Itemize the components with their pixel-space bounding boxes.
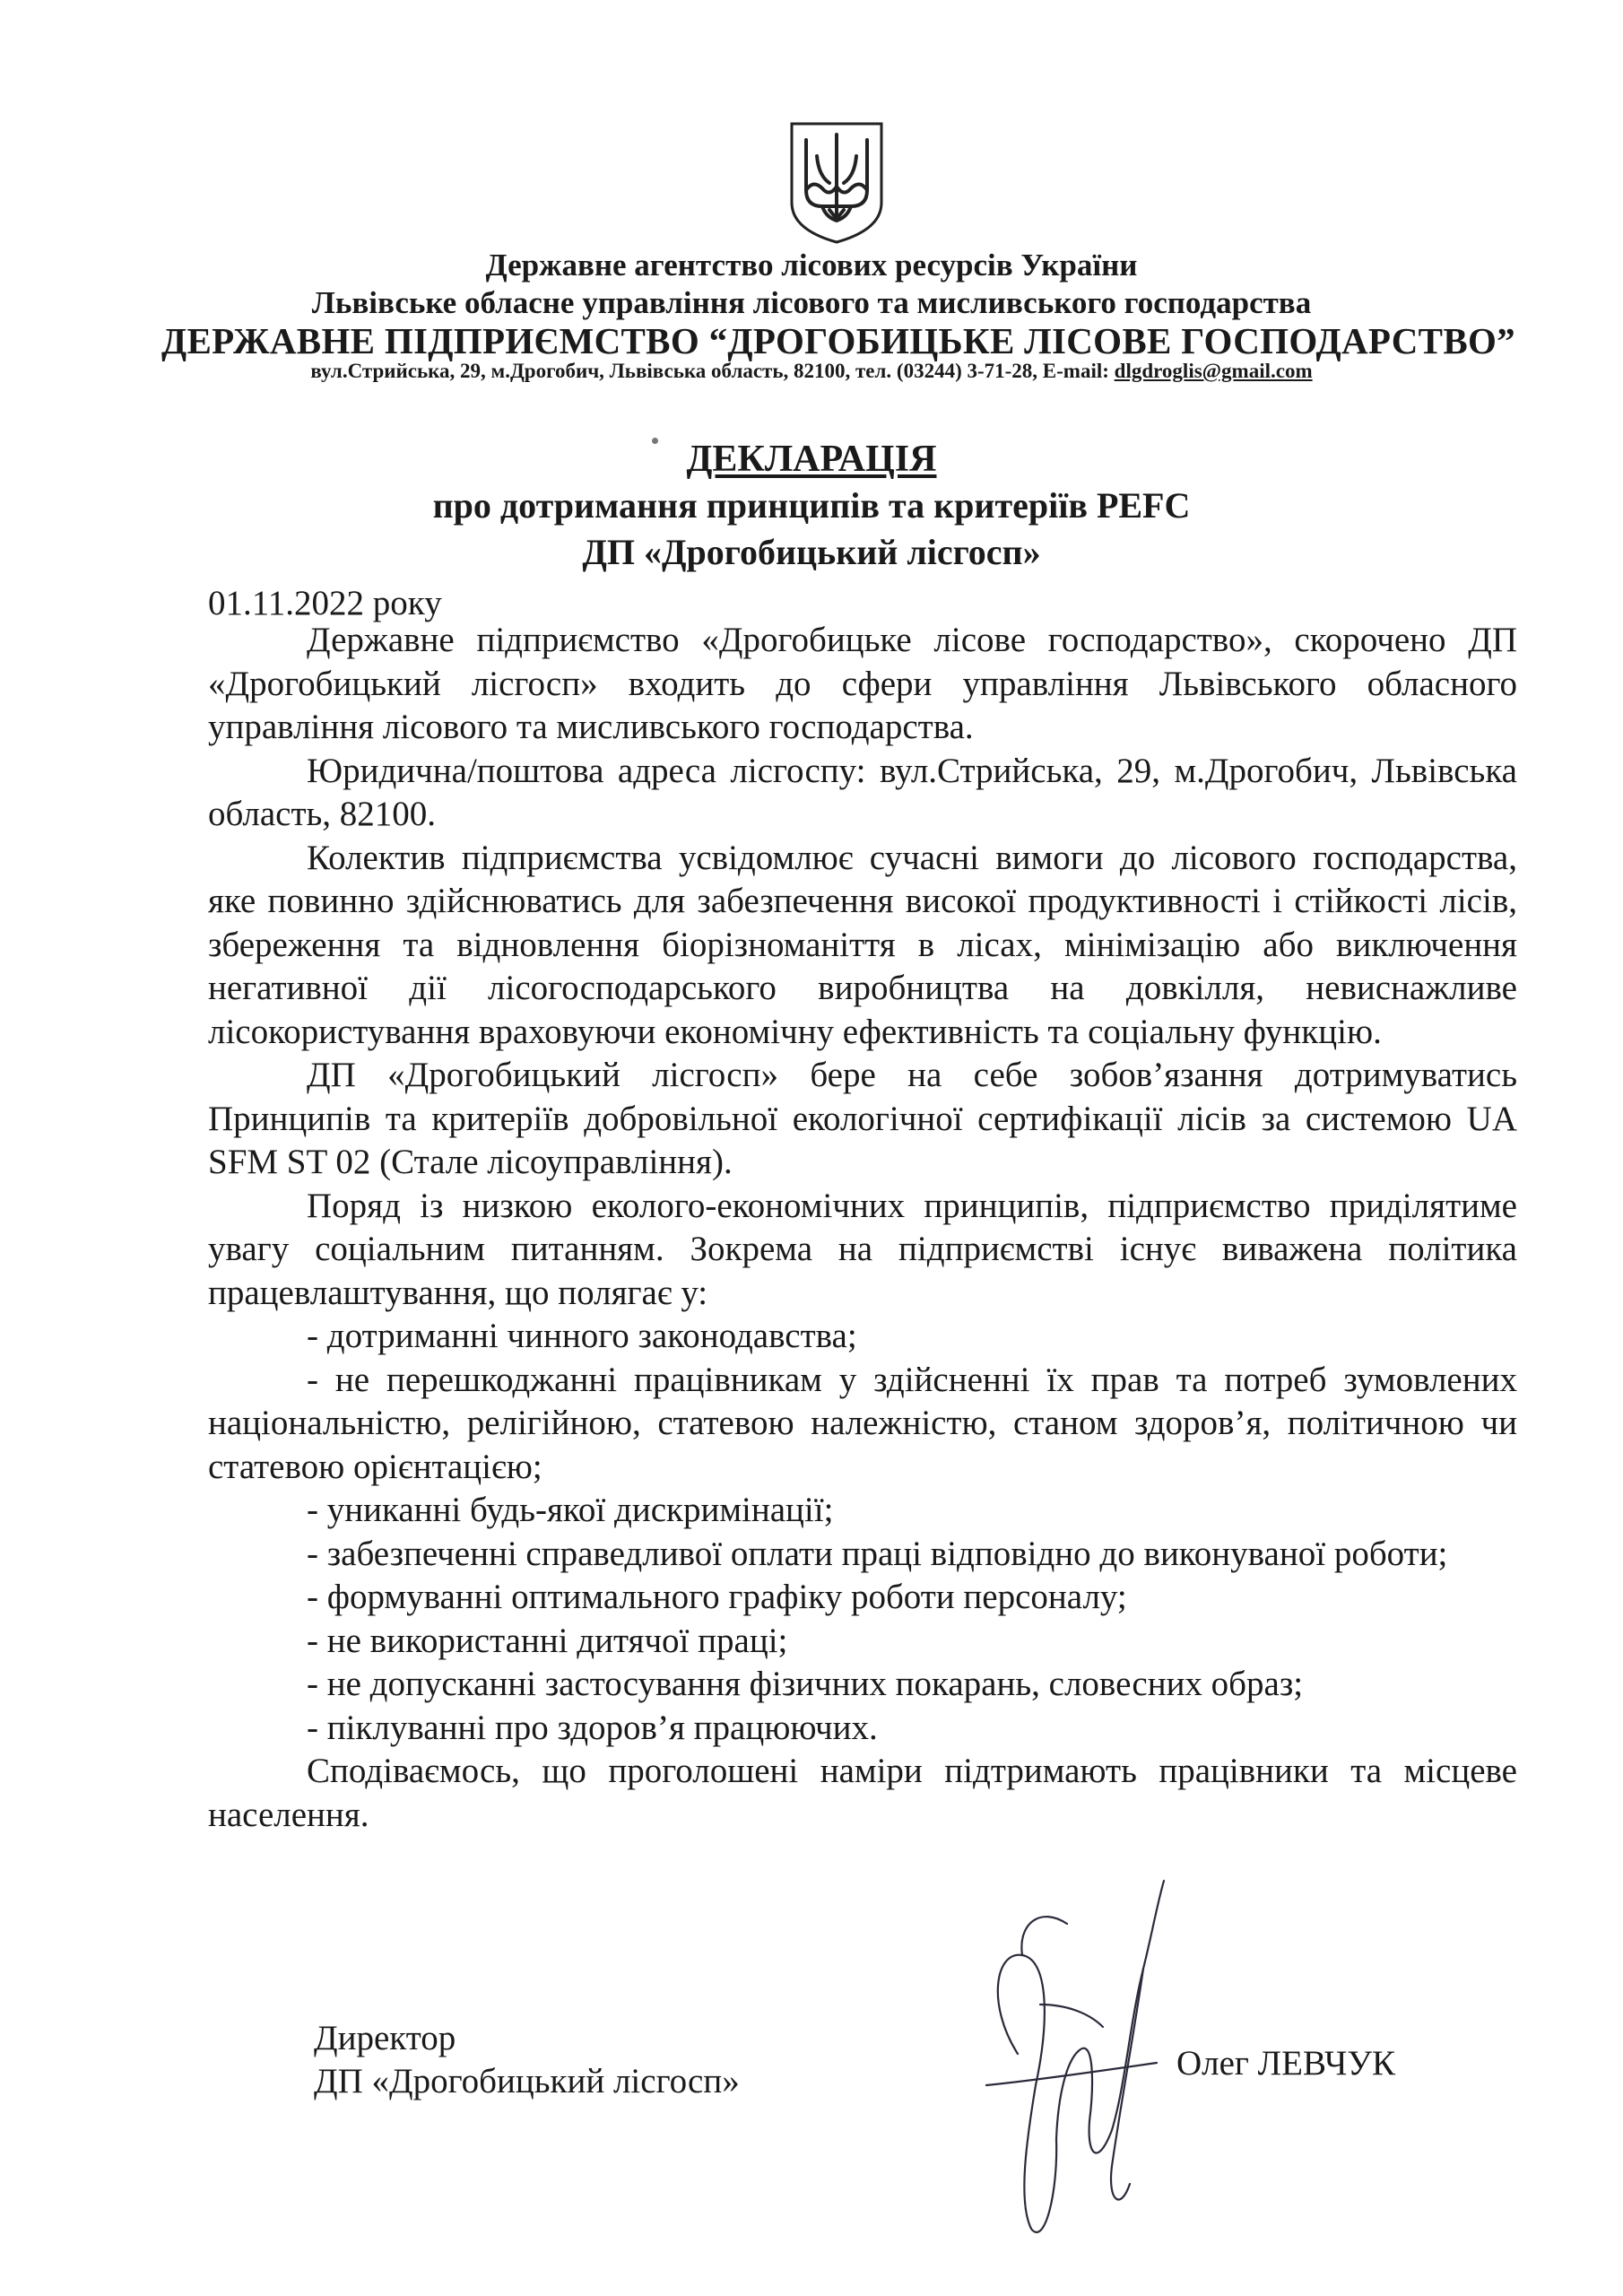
paragraph: Колектив підприємства усвідомлює сучасні вимоги до лісового господарства, яке повинно здійснюватись для забезпечення високої продуктивності і стійкості лісів, збереження та відновлення біорізноманіття в лісах, мінімізацію або виключення негативної дії лісогосподарського виробництва на довкілля, невиснажливе лісокористування враховуючи економічну ефективність та соціальну функцію. (208, 838, 1517, 1051)
paragraph: ДП «Дрогобицький лісгосп» бере на себе зобов’язання дотримуватись Принципів та критеріїв добровільної екологічної сертифікації лісів за системою UA SFM ST 02 (Стале лісоуправління). (208, 1056, 1517, 1181)
paragraph: Юридична/поштова адреса лісгоспу: вул.Стрийська, 29, м.Дрогобич, Львівська область, 82100. (208, 751, 1517, 833)
document-organization: ДП «Дрогобицький лісгосп» (582, 532, 1041, 572)
regional-office-name: Львівське обласне управління лісового та мисливського господарства (311, 285, 1312, 320)
document-date: 01.11.2022 року (208, 584, 442, 622)
list-item: - піклуванні про здоров’я працюючих. (307, 1708, 878, 1747)
trident-coat-of-arms-icon (786, 120, 887, 246)
document-heading: ДЕКЛАРАЦІЯ (686, 439, 937, 480)
list-item: - не перешкоджанні працівникам у здійсненні їх прав та потреб зумовлених національністю, релігійною, статевою належністю, станом здоров’я, політичною чи статевою орієнтацією; (208, 1360, 1517, 1486)
list-item: - формуванні оптимального графіку роботи персоналу; (307, 1578, 1127, 1616)
list-item: - не допусканні застосування фізичних покарань, словесних образ; (307, 1665, 1304, 1703)
handwritten-signature (933, 1870, 1202, 2247)
agency-name: Державне агентство лісових ресурсів України (485, 248, 1138, 283)
signatory-organization: ДП «Дрогобицький лісгосп» (314, 2062, 740, 2100)
document-subheading: про дотримання принципів та критеріїв PEFC (432, 485, 1191, 526)
signatory-name: Олег ЛЕВЧУК (1176, 2044, 1395, 2083)
list-item: - униканні будь-якої дискримінації; (307, 1491, 834, 1529)
list-item: - не використанні дитячої праці; (307, 1621, 788, 1660)
closing-paragraph: Сподіваємось, що проголошені наміри підтримають працівники та місцеве населення. (208, 1752, 1517, 1834)
enterprise-name: ДЕРЖАВНЕ ПІДПРИЄМСТВО “ДРОГОБИЦЬКЕ ЛІСОВЕ ГОСПОДАРСТВО” (161, 320, 1515, 361)
paragraph: Державне підприємство «Дрогобицьке лісове господарство», скорочено ДП «Дрогобицький лісгосп» входить до сфери управління Львівського обласного управління лісового та мисливського господарства. (208, 621, 1517, 746)
paragraph: Поряд із низкою еколого-економічних принципів, підприємство приділятиме увагу соціальним питанням. Зокрема на підприємстві існує виважена політика працевлаштування, що полягає у: (208, 1186, 1517, 1312)
list-item: - дотриманні чинного законодавства; (307, 1317, 857, 1355)
address-text: вул.Стрийська, 29, м.Дрогобич, Львівська область, 82100, тел. (03244) 3-71-28, E-mail: (310, 360, 1115, 382)
declaration-body (208, 619, 1517, 1837)
email-link[interactable]: dlgdroglis@gmail.com (1114, 360, 1313, 382)
list-item: - забезпеченні справедливої оплати праці відповідно до виконуваної роботи; (307, 1534, 1448, 1573)
contact-line (161, 360, 1462, 383)
signatory-position: Директор (314, 2019, 456, 2057)
